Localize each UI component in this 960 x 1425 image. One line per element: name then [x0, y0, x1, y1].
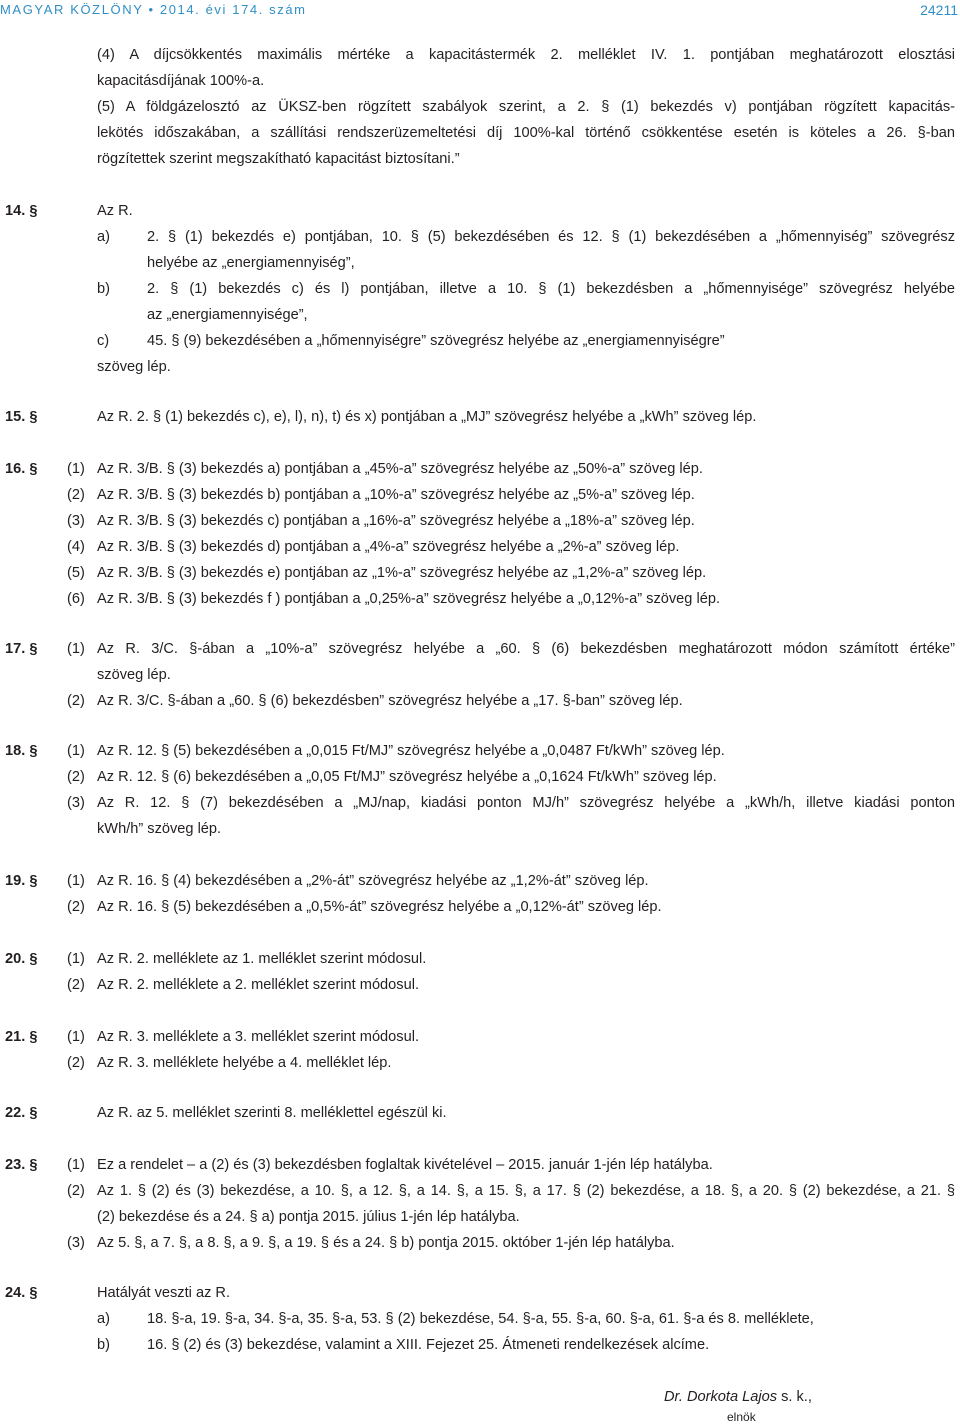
section-18-line-3-cont: kWh/h” szöveg lép.	[97, 821, 222, 837]
signatory-name: Dr. Dorkota Lajos	[664, 1389, 778, 1405]
signatory-role: elnök	[727, 1410, 756, 1424]
section-14-b-marker: b)	[97, 281, 110, 297]
section-16-item-marker: (2)	[67, 487, 85, 503]
section-16-item-text: Az R. 3/B. § (3) bekezdés d) pontjában a „4%-a” szövegrész helyébe a „2%-a” szöveg lép.	[97, 539, 680, 555]
section-20-line-2: Az R. 2. melléklete a 2. melléklet szerint módosul.	[97, 977, 420, 993]
section-14-a-line-1: 2. § (1) bekezdés e) pontjában, 10. § (5) bekezdésében és 12. § (1) bekezdésében a „hőmennyiség” szövegrész	[147, 229, 955, 245]
section-17-line-2: Az R. 3/C. §-ában a „60. § (6) bekezdésben” szövegrész helyébe a „17. §-ban” szöveg lép.	[97, 693, 683, 709]
section-21-line-2: Az R. 3. melléklete helyébe a 4. melléklet lép.	[97, 1055, 392, 1071]
page-number: 24211	[920, 2, 958, 18]
section-21-line-1: Az R. 3. melléklete a 3. melléklet szerint módosul.	[97, 1029, 420, 1045]
section-16-item-marker: (4)	[67, 539, 85, 555]
section-24-lead: Hatályát veszti az R.	[97, 1285, 231, 1301]
section-19-marker-1: (1)	[67, 873, 85, 889]
section-17-number: 17. §	[5, 641, 38, 657]
section-20-number: 20. §	[5, 951, 38, 967]
paragraph-5-line-3: rögzítettek szerint megszakítható kapacitást biztosítani.”	[97, 151, 460, 167]
section-21-number: 21. §	[5, 1029, 38, 1045]
section-17-line-1-cont: szöveg lép.	[97, 667, 171, 683]
section-14-c-line-2: szöveg lép.	[97, 359, 171, 375]
section-24-b-text: 16. § (2) és (3) bekezdése, valamint a XIII. Fejezet 25. Átmeneti rendelkezések alcíme.	[147, 1337, 710, 1353]
journal-title: MAGYAR KÖZLÖNY • 2014. évi 174. szám	[0, 2, 307, 17]
section-16-item-marker: (6)	[67, 591, 85, 607]
section-23-marker-3: (3)	[67, 1235, 85, 1251]
section-20-marker-1: (1)	[67, 951, 85, 967]
paragraph-5-line-1: (5) A földgázelosztó az ÜKSZ-ben rögzített szabályok szerint, a 2. § (1) bekezdés v) pontjában rögzített kapacitás-	[97, 99, 955, 115]
section-18-marker-2: (2)	[67, 769, 85, 785]
section-18-marker-3: (3)	[67, 795, 85, 811]
section-21-marker-2: (2)	[67, 1055, 85, 1071]
signature	[664, 1388, 812, 1406]
section-14-a-line-2: helyébe az „energiamennyiség”,	[147, 255, 355, 271]
paragraph-4-line-1: (4) A díjcsökkentés maximális mértéke a kapacitástermék 2. melléklet IV. 1. pontjában meghatározott elosztási	[97, 47, 955, 63]
section-24-a-text: 18. §-a, 19. §-a, 34. §-a, 35. §-a, 53. § (2) bekezdése, 54. §-a, 55. §-a, 60. §-a, 61. §-a és 8. melléklete,	[147, 1311, 814, 1327]
paragraph-4-line-2: kapacitásdíjának 100%-a.	[97, 73, 265, 89]
section-16-item-marker: (1)	[67, 461, 85, 477]
section-23-line-1: Ez a rendelet – a (2) és (3) bekezdésben foglaltak kivételével – 2015. január 1-jén lép hatályba.	[97, 1157, 713, 1173]
section-14-b-line-2: az „energiamennyisége”,	[147, 307, 308, 323]
section-16-item-marker: (5)	[67, 565, 85, 581]
section-14-lead: Az R.	[97, 203, 133, 219]
section-23-line-2: Az 1. § (2) és (3) bekezdése, a 10. §, a 12. §, a 14. §, a 15. §, a 17. § (2) bekezdése, a 18. §, a 20. § (2) bekezdése, a 21. §	[97, 1183, 955, 1199]
section-14-a-marker: a)	[97, 229, 110, 245]
section-20-line-1: Az R. 2. melléklete az 1. melléklet szerint módosul.	[97, 951, 427, 967]
section-15-text: Az R. 2. § (1) bekezdés c), e), l), n), t) és x) pontjában a „MJ” szövegrész helyébe a „kWh” szöveg lép.	[97, 409, 757, 425]
section-23-line-2-cont: (2) bekezdése és a 24. § a) pontja 2015. július 1-jén lép hatályba.	[97, 1209, 520, 1225]
section-22-number: 22. §	[5, 1105, 38, 1121]
section-14-number: 14. §	[5, 203, 38, 219]
section-16-item-text: Az R. 3/B. § (3) bekezdés a) pontjában a „45%-a” szövegrész helyébe az „50%-a” szöveg lép.	[97, 461, 703, 477]
section-19-line-2: Az R. 16. § (5) bekezdésében a „0,5%-át” szövegrész helyébe a „0,12%-át” szöveg lép.	[97, 899, 662, 915]
section-24-b-marker: b)	[97, 1337, 110, 1353]
section-19-number: 19. §	[5, 873, 38, 889]
section-18-marker-1: (1)	[67, 743, 85, 759]
section-17-marker-1: (1)	[67, 641, 85, 657]
section-14-c-marker: c)	[97, 333, 110, 349]
section-18-line-2: Az R. 12. § (6) bekezdésében a „0,05 Ft/MJ” szövegrész helyébe a „0,1624 Ft/kWh” szöveg lép.	[97, 769, 717, 785]
section-16-number: 16. §	[5, 461, 38, 477]
section-15-number: 15. §	[5, 409, 38, 425]
section-23-number: 23. §	[5, 1157, 38, 1173]
section-23-marker-2: (2)	[67, 1183, 85, 1199]
section-19-marker-2: (2)	[67, 899, 85, 915]
section-14-b-line-1: 2. § (1) bekezdés c) és l) pontjában, illetve a 10. § (1) bekezdésben a „hőmennyisége” szövegrész helyébe	[147, 281, 955, 297]
section-19-line-1: Az R. 16. § (4) bekezdésében a „2%-át” szövegrész helyébe az „1,2%-át” szöveg lép.	[97, 873, 649, 889]
section-20-marker-2: (2)	[67, 977, 85, 993]
section-16-item-text: Az R. 3/B. § (3) bekezdés b) pontjában a „10%-a” szövegrész helyébe az „5%-a” szöveg lép.	[97, 487, 695, 503]
section-16-item-text: Az R. 3/B. § (3) bekezdés c) pontjában a „16%-a” szövegrész helyébe a „18%-a” szöveg lép.	[97, 513, 695, 529]
section-16-item-text: Az R. 3/B. § (3) bekezdés f ) pontjában a „0,25%-a” szövegrész helyébe a „0,12%-a” szöveg lép.	[97, 591, 720, 607]
signature-suffix: s. k.,	[777, 1389, 812, 1405]
section-23-line-3: Az 5. §, a 7. §, a 8. §, a 9. §, a 19. § és a 24. § b) pontja 2015. október 1-jén lép hatályba.	[97, 1235, 675, 1251]
section-21-marker-1: (1)	[67, 1029, 85, 1045]
section-14-c-line-1: 45. § (9) bekezdésében a „hőmennyiségre” szövegrész helyébe az „energiamennyiségre”	[147, 333, 725, 349]
section-18-line-3: Az R. 12. § (7) bekezdésében a „MJ/nap, kiadási ponton MJ/h” szövegrész helyébe a „kWh/h, illetve kiadási ponton	[97, 795, 955, 811]
section-16-item-marker: (3)	[67, 513, 85, 529]
section-18-number: 18. §	[5, 743, 38, 759]
section-22-text: Az R. az 5. melléklet szerinti 8. melléklettel egészül ki.	[97, 1105, 447, 1121]
section-23-marker-1: (1)	[67, 1157, 85, 1173]
section-18-line-1: Az R. 12. § (5) bekezdésében a „0,015 Ft/MJ” szövegrész helyébe a „0,0487 Ft/kWh” szöveg lép.	[97, 743, 725, 759]
section-24-a-marker: a)	[97, 1311, 110, 1327]
section-24-number: 24. §	[5, 1285, 38, 1301]
section-16-item-text: Az R. 3/B. § (3) bekezdés e) pontjában az „1%-a” szövegrész helyébe az „1,2%-a” szöveg lép.	[97, 565, 707, 581]
paragraph-5-line-2: lekötés időszakában, a szállítási rendszerüzemeltetési díj 100%-kal történő csökkentése esetén is köteles a 26. §-ban	[97, 125, 955, 141]
section-17-marker-2: (2)	[67, 693, 85, 709]
page-header	[0, 2, 960, 22]
section-17-line-1: Az R. 3/C. §-ában a „10%-a” szövegrész helyébe a „60. § (6) bekezdésben meghatározott módon számított értéke”	[97, 641, 955, 657]
